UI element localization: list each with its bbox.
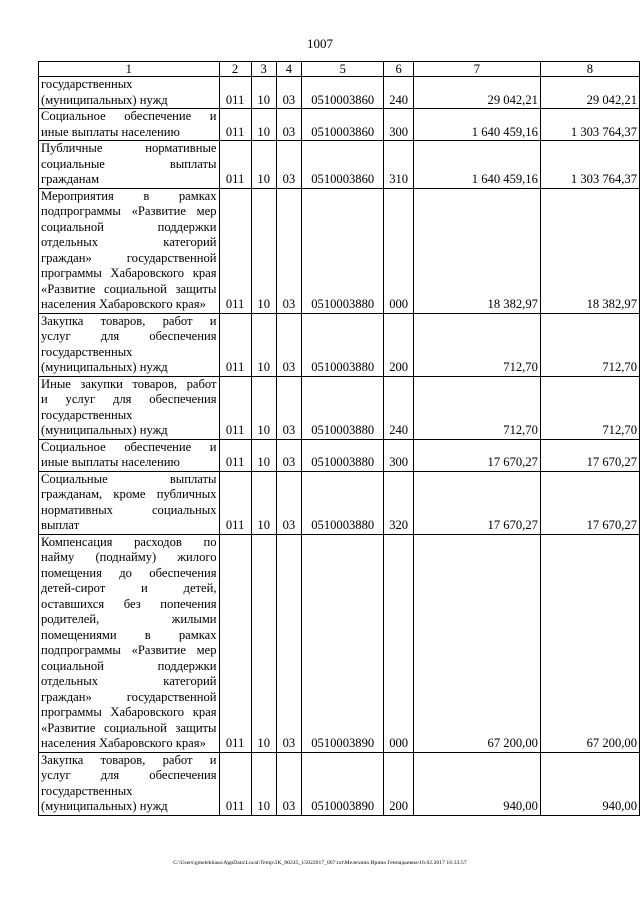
description-line: «Развитие социальной защиты [41, 720, 217, 735]
cell-description [39, 439, 220, 471]
cell-description [39, 376, 220, 439]
description-line: (муниципальных) нужд [41, 360, 168, 374]
description-line: Мероприятия в рамках [41, 188, 217, 203]
cell-executed-amount: 17 670,27 [540, 439, 639, 471]
cell-description [39, 534, 220, 752]
description-line: «Развитие социальной защиты [41, 281, 217, 296]
cell-target-article: 0510003860 [301, 109, 383, 141]
table-row [39, 376, 640, 439]
table-row [39, 141, 640, 189]
table-row [39, 534, 640, 752]
description-line: (муниципальных) нужд [41, 92, 168, 107]
budget-table [38, 61, 640, 816]
cell-section: 10 [251, 376, 276, 439]
cell-section: 10 [251, 188, 276, 313]
description-line: граждан» государственной [41, 250, 217, 265]
cell-description [39, 109, 220, 141]
description-line: иные выплаты населению [41, 455, 180, 469]
cell-target-article: 0510003860 [301, 77, 383, 109]
cell-ministry-code: 011 [219, 188, 251, 313]
cell-subsection: 03 [276, 188, 301, 313]
description-line: найму (поднайму) жилого [41, 550, 217, 564]
cell-subsection: 03 [276, 109, 301, 141]
cell-executed-amount: 67 200,00 [540, 534, 639, 752]
cell-ministry-code: 011 [219, 752, 251, 815]
cell-description [39, 188, 220, 313]
cell-expense-type: 200 [384, 752, 413, 815]
cell-planned-amount: 17 670,27 [413, 471, 540, 534]
cell-subsection: 03 [276, 141, 301, 189]
cell-planned-amount: 29 042,21 [413, 77, 540, 109]
description-line: Публичные нормативные [41, 141, 217, 155]
description-line: населения Хабаровского края» [41, 297, 206, 311]
description-line: государственных [41, 783, 133, 798]
description-line: гражданам [41, 172, 100, 186]
cell-section: 10 [251, 439, 276, 471]
cell-subsection: 03 [276, 534, 301, 752]
cell-subsection: 03 [276, 471, 301, 534]
cell-executed-amount: 17 670,27 [540, 471, 639, 534]
column-header: 3 [251, 62, 276, 77]
description-line: граждан» государственной [41, 689, 217, 704]
description-line: подпрограммы «Развитие мер [41, 204, 217, 218]
cell-target-article: 0510003880 [301, 188, 383, 313]
description-line: и услуг для обеспечения [41, 392, 217, 406]
cell-executed-amount: 1 303 764,37 [540, 109, 639, 141]
cell-ministry-code: 011 [219, 376, 251, 439]
description-line: Закупка товаров, работ и [41, 752, 217, 767]
column-header: 2 [219, 62, 251, 77]
cell-ministry-code: 011 [219, 471, 251, 534]
cell-executed-amount: 18 382,97 [540, 188, 639, 313]
column-header: 6 [384, 62, 413, 77]
description-line: социальной поддержки [41, 219, 217, 234]
cell-expense-type: 000 [384, 534, 413, 752]
cell-target-article: 0510003880 [301, 313, 383, 376]
table-row [39, 77, 640, 109]
cell-ministry-code: 011 [219, 77, 251, 109]
description-line: Компенсация расходов по [41, 534, 217, 549]
description-line: государственных [41, 407, 133, 422]
description-line: (муниципальных) нужд [41, 423, 168, 437]
description-line: Иные закупки товаров, работ [41, 376, 217, 391]
cell-executed-amount: 940,00 [540, 752, 639, 815]
description-line: (муниципальных) нужд [41, 799, 168, 813]
description-line: государственных [41, 77, 133, 91]
description-line: программы Хабаровского края [41, 705, 217, 719]
cell-expense-type: 310 [384, 141, 413, 189]
cell-expense-type: 240 [384, 376, 413, 439]
description-line: подпрограммы «Развитие мер [41, 643, 217, 657]
cell-planned-amount: 67 200,00 [413, 534, 540, 752]
column-header: 5 [301, 62, 383, 77]
cell-ministry-code: 011 [219, 534, 251, 752]
cell-ministry-code: 011 [219, 439, 251, 471]
cell-expense-type: 300 [384, 109, 413, 141]
description-line: выплат [41, 518, 80, 532]
cell-target-article: 0510003880 [301, 376, 383, 439]
cell-expense-type: 300 [384, 439, 413, 471]
description-line: социальной поддержки [41, 658, 217, 673]
cell-section: 10 [251, 77, 276, 109]
cell-subsection: 03 [276, 313, 301, 376]
cell-subsection: 03 [276, 439, 301, 471]
cell-subsection: 03 [276, 752, 301, 815]
cell-expense-type: 200 [384, 313, 413, 376]
cell-planned-amount: 712,70 [413, 313, 540, 376]
cell-ministry-code: 011 [219, 141, 251, 189]
cell-section: 10 [251, 752, 276, 815]
cell-target-article: 0510003860 [301, 141, 383, 189]
table-header-row [39, 62, 640, 77]
cell-planned-amount: 1 640 459,16 [413, 109, 540, 141]
cell-description [39, 141, 220, 189]
cell-ministry-code: 011 [219, 109, 251, 141]
table-row [39, 752, 640, 815]
cell-description [39, 471, 220, 534]
cell-planned-amount: 18 382,97 [413, 188, 540, 313]
description-line: услуг для обеспечения [41, 329, 217, 343]
description-line: родителей, жилыми [41, 612, 217, 626]
description-line: оставшихся без попечения [41, 596, 217, 611]
column-header: 1 [39, 62, 220, 77]
cell-subsection: 03 [276, 77, 301, 109]
column-header: 4 [276, 62, 301, 77]
cell-section: 10 [251, 471, 276, 534]
description-line: Социальные выплаты [41, 471, 217, 486]
cell-target-article: 0510003880 [301, 439, 383, 471]
description-line: Закупка товаров, работ и [41, 313, 217, 328]
description-line: Социальное обеспечение и [41, 109, 217, 123]
cell-planned-amount: 940,00 [413, 752, 540, 815]
cell-expense-type: 320 [384, 471, 413, 534]
table-row [39, 313, 640, 376]
cell-executed-amount: 712,70 [540, 313, 639, 376]
description-line: гражданам, кроме публичных [41, 487, 217, 501]
table-row [39, 109, 640, 141]
description-line: помещениями в рамках [41, 627, 217, 642]
cell-target-article: 0510003890 [301, 752, 383, 815]
page-number: 1007 [307, 36, 333, 51]
footer-file-path: C:\Users\gmelekhasa\AppData\Local\Temp\3K_00245_15022017_007.txt\Мелехина Ирина Геннадьевна\16.02.2017 16:33:57 [173, 860, 467, 866]
table-row [39, 439, 640, 471]
cell-description [39, 77, 220, 109]
cell-section: 10 [251, 313, 276, 376]
cell-executed-amount: 1 303 764,37 [540, 141, 639, 189]
cell-executed-amount: 29 042,21 [540, 77, 639, 109]
description-line: государственных [41, 344, 133, 359]
cell-planned-amount: 17 670,27 [413, 439, 540, 471]
cell-section: 10 [251, 534, 276, 752]
cell-planned-amount: 712,70 [413, 376, 540, 439]
description-line: программы Хабаровского края [41, 266, 217, 280]
description-line: отдельных категорий [41, 674, 217, 688]
cell-expense-type: 240 [384, 77, 413, 109]
cell-section: 10 [251, 109, 276, 141]
description-line: отдельных категорий [41, 235, 217, 249]
cell-ministry-code: 011 [219, 313, 251, 376]
cell-target-article: 0510003880 [301, 471, 383, 534]
description-line: помещения до обеспечения [41, 565, 217, 580]
table-row [39, 471, 640, 534]
cell-executed-amount: 712,70 [540, 376, 639, 439]
description-line: детей-сирот и детей, [41, 581, 217, 595]
description-line: услуг для обеспечения [41, 768, 217, 782]
column-header: 8 [540, 62, 639, 77]
column-header: 7 [413, 62, 540, 77]
cell-section: 10 [251, 141, 276, 189]
cell-description [39, 752, 220, 815]
description-line: нормативных социальных [41, 502, 217, 517]
description-line: населения Хабаровского края» [41, 736, 206, 750]
table-row [39, 188, 640, 313]
cell-description [39, 313, 220, 376]
cell-expense-type: 000 [384, 188, 413, 313]
cell-target-article: 0510003890 [301, 534, 383, 752]
description-line: социальные выплаты [41, 156, 217, 171]
description-line: Социальное обеспечение и [41, 439, 217, 454]
cell-planned-amount: 1 640 459,16 [413, 141, 540, 189]
cell-subsection: 03 [276, 376, 301, 439]
description-line: иные выплаты населению [41, 124, 180, 139]
